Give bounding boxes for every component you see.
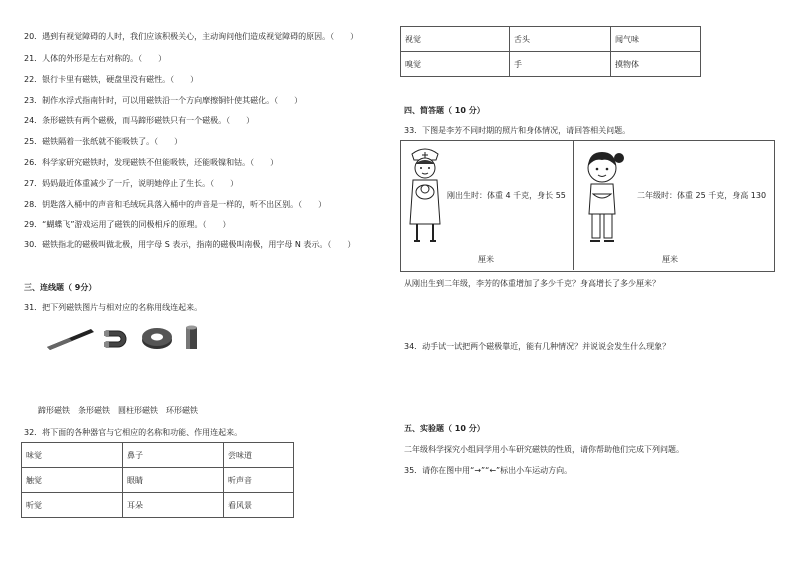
table-cell: 眼睛 [123, 468, 224, 493]
table-cell: 鼻子 [123, 443, 224, 468]
birth-unit: 厘米 [478, 255, 494, 264]
bar-magnet-icon [45, 325, 97, 351]
judge-item-20: 20．遇到有视觉障碍的人时，我们应该积极关心，主动询问他们造成视觉障碍的原因。（ ） [24, 32, 359, 41]
experiment-intro: 二年级科学探究小组同学用小车研究磁铁的性质，请你帮助他们完成下列问题。 [404, 445, 684, 454]
judge-item-22: 22．银行卡里有磁铁，硬盘里没有磁性。（ ） [24, 75, 199, 84]
table-row [401, 52, 701, 77]
judge-item-23: 23．制作水浮式指南针时，可以用磁铁沿一个方向摩擦铜针使其磁化。（ ） [24, 96, 303, 105]
table-row [22, 493, 294, 518]
table-cell: 闻气味 [611, 27, 701, 52]
table-cell: 看风景 [224, 493, 294, 518]
girl-holding-bowl-icon [577, 146, 627, 246]
judge-item-21: 21．人体的外形是左右对称的。（ ） [24, 54, 167, 63]
match-heading: 三、连线题（ 9分） [24, 283, 97, 292]
question-33: 33．下图是李芳不同时期的照片和身体情况，请回答相关问题。 [404, 126, 631, 135]
birth-info: 刚出生时：体重 4 千克，身长 55 [447, 191, 566, 200]
table-cell: 听觉 [22, 493, 123, 518]
short-answer-heading: 四、简答题（ 10 分） [404, 106, 485, 115]
ring-magnet-icon [140, 325, 176, 351]
table-cell: 嗅觉 [401, 52, 510, 77]
grade-two-unit: 厘米 [662, 255, 678, 264]
judge-item-30: 30．磁铁指北的磁极叫做北极，用字母 S 表示，指南的磁极叫南极，用字母 N 表示。（ ） [24, 240, 356, 249]
photo-divider [573, 140, 574, 270]
table-row [401, 27, 701, 52]
table-cell: 摸物体 [611, 52, 701, 77]
organ-table [21, 442, 294, 518]
judge-item-29: 29．“蝴蝶飞”游戏运用了磁铁的同极相斥的原理。（ ） [24, 220, 231, 229]
table-cell: 触觉 [22, 468, 123, 493]
question-32: 32．将下面的各种器官与它相应的名称和功能、作用连起来。 [24, 428, 243, 437]
judge-item-28: 28．钥匙落入桶中的声音和毛绒玩具落入桶中的声音是一样的，听不出区别。（ ） [24, 200, 327, 209]
question-35: 35．请你在图中用“→”“←”标出小车运动方向。 [404, 466, 573, 475]
table-row [22, 468, 294, 493]
question-33-prompt: 从刚出生到二年级，李芳的体重增加了多少千克？身高增长了多少厘米？ [404, 279, 660, 288]
table-cell: 味觉 [22, 443, 123, 468]
table-cell: 听声音 [224, 468, 294, 493]
nurse-holding-baby-icon [402, 146, 448, 244]
experiment-heading: 五、实验题（ 10 分） [404, 424, 485, 433]
grade-two-info: 二年级时：体重 25 千克，身高 130 [637, 191, 767, 200]
judge-item-26: 26．科学家研究磁铁时，发现磁铁不但能吸铁，还能吸镍和钴。（ ） [24, 158, 279, 167]
table-row [22, 443, 294, 468]
cylinder-magnet-icon [184, 324, 200, 352]
judge-item-25: 25．磁铁隔着一张纸就不能吸铁了。（ ） [24, 137, 183, 146]
table-cell: 舌头 [510, 27, 611, 52]
table-cell: 视觉 [401, 27, 510, 52]
horseshoe-magnet-icon [102, 328, 132, 350]
question-34: 34．动手试一试把两个磁极靠近，能有几种情况？并说说会发生什么现象？ [404, 342, 671, 351]
table-cell: 耳朵 [123, 493, 224, 518]
table-cell: 手 [510, 52, 611, 77]
organ-table-continued [400, 26, 701, 77]
table-cell: 尝味道 [224, 443, 294, 468]
magnet-names: 蹄形磁铁 条形磁铁 圆柱形磁铁 环形磁铁 [38, 406, 198, 415]
judge-item-24: 24．条形磁铁有两个磁极，而马蹄形磁铁只有一个磁极。（ ） [24, 116, 255, 125]
question-31: 31．把下列磁铁图片与相对应的名称用线连起来。 [24, 303, 203, 312]
judge-item-27: 27．妈妈最近体重减少了一斤，说明她停止了生长。（ ） [24, 179, 239, 188]
